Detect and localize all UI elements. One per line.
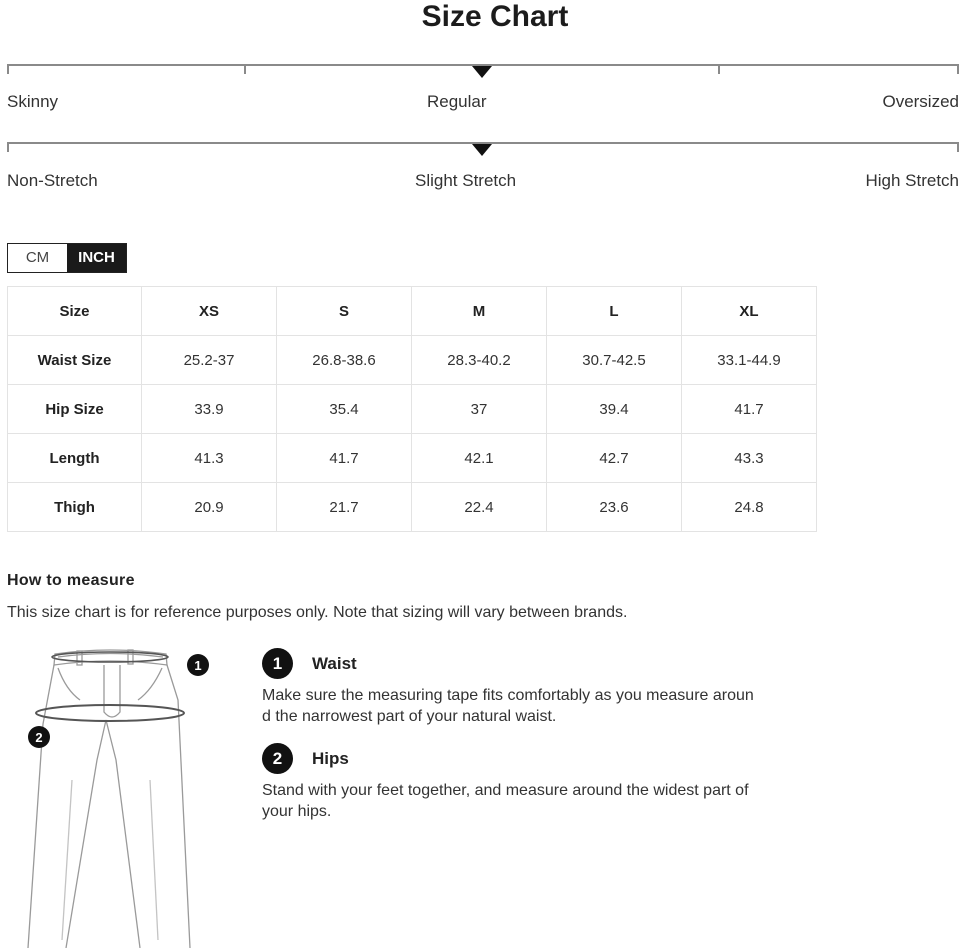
table-cell: 39.4 bbox=[547, 385, 682, 434]
stretch-marker-icon bbox=[472, 144, 492, 156]
fit-label-oversized: Oversized bbox=[882, 92, 959, 111]
page-title: Size Chart bbox=[421, 0, 569, 33]
how-to-measure-title: How to measure bbox=[7, 572, 135, 589]
fit-label-skinny: Skinny bbox=[7, 92, 59, 111]
pants-illustration-icon bbox=[0, 640, 230, 948]
table-cell: 21.7 bbox=[277, 483, 412, 532]
table-row-label: Length bbox=[8, 434, 142, 483]
table-row bbox=[8, 434, 817, 483]
size-table bbox=[7, 286, 817, 532]
table-cell: 33.1-44.9 bbox=[682, 336, 817, 385]
fit-scale bbox=[7, 64, 959, 76]
table-header-cell: S bbox=[277, 287, 412, 336]
svg-text:1: 1 bbox=[194, 658, 202, 673]
stretch-scale-tick bbox=[957, 142, 959, 152]
fit-label-regular: Regular bbox=[427, 92, 487, 111]
table-header-cell: XL bbox=[682, 287, 817, 336]
stretch-label-slight: Slight Stretch bbox=[415, 171, 517, 190]
stretch-scale bbox=[7, 142, 959, 154]
fit-scale-tick bbox=[718, 64, 720, 74]
fit-scale-tick bbox=[7, 64, 9, 74]
table-cell: 24.8 bbox=[682, 483, 817, 532]
table-row-label: Thigh bbox=[8, 483, 142, 532]
table-header-cell: Size bbox=[8, 287, 142, 336]
step-number-badge: 2 bbox=[262, 743, 293, 774]
how-to-measure-note: This size chart is for reference purposes only. Note that sizing will vary between brands. bbox=[7, 604, 628, 621]
table-cell: 26.8-38.6 bbox=[277, 336, 412, 385]
table-cell: 42.7 bbox=[547, 434, 682, 483]
table-cell: 41.3 bbox=[142, 434, 277, 483]
table-cell: 33.9 bbox=[142, 385, 277, 434]
fit-marker-icon bbox=[472, 66, 492, 78]
table-cell: 22.4 bbox=[412, 483, 547, 532]
table-cell: 37 bbox=[412, 385, 547, 434]
unit-toggle bbox=[7, 243, 127, 273]
unit-inch-button[interactable]: INCH bbox=[67, 244, 126, 272]
table-row bbox=[8, 336, 817, 385]
table-cell: 23.6 bbox=[547, 483, 682, 532]
fit-scale-labels bbox=[7, 92, 959, 112]
table-cell: 41.7 bbox=[682, 385, 817, 434]
step-label: Hips bbox=[312, 749, 349, 768]
step-description: Make sure the measuring tape fits comfortably as you measure aroun d the narrowest part of your natural waist. bbox=[262, 687, 754, 725]
stretch-scale-tick bbox=[7, 142, 9, 152]
table-row-label: Hip Size bbox=[8, 385, 142, 434]
table-header-cell: XS bbox=[142, 287, 277, 336]
svg-text:2: 2 bbox=[35, 730, 43, 745]
stretch-label-high: High Stretch bbox=[865, 171, 959, 190]
table-header-cell: M bbox=[412, 287, 547, 336]
table-cell: 20.9 bbox=[142, 483, 277, 532]
step-description: Stand with your feet together, and measure around the widest part of your hips. bbox=[262, 782, 749, 820]
table-cell: 43.3 bbox=[682, 434, 817, 483]
stretch-label-non: Non-Stretch bbox=[7, 171, 98, 190]
step-label: Waist bbox=[312, 654, 357, 673]
table-cell: 30.7-42.5 bbox=[547, 336, 682, 385]
table-row bbox=[8, 385, 817, 434]
table-header-row bbox=[8, 287, 817, 336]
stretch-scale-labels bbox=[7, 171, 959, 191]
fit-scale-tick bbox=[957, 64, 959, 74]
step-number-badge: 1 bbox=[262, 648, 293, 679]
table-row-label: Waist Size bbox=[8, 336, 142, 385]
table-cell: 28.3-40.2 bbox=[412, 336, 547, 385]
table-cell: 41.7 bbox=[277, 434, 412, 483]
unit-cm-button[interactable]: CM bbox=[8, 244, 67, 272]
table-cell: 35.4 bbox=[277, 385, 412, 434]
table-cell: 42.1 bbox=[412, 434, 547, 483]
fit-scale-tick bbox=[244, 64, 246, 74]
table-row bbox=[8, 483, 817, 532]
table-cell: 25.2-37 bbox=[142, 336, 277, 385]
table-header-cell: L bbox=[547, 287, 682, 336]
